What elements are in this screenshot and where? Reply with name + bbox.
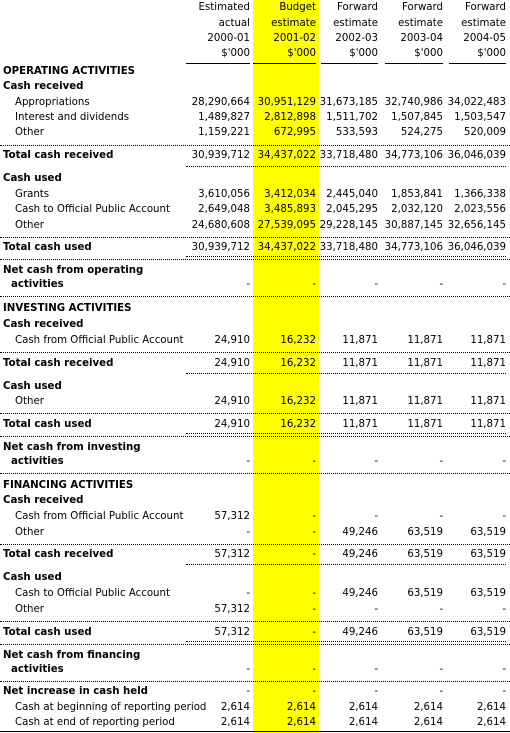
- cell-value: 34,437,022: [257, 242, 316, 253]
- col-header: $'000: [287, 48, 316, 59]
- row-divider: [0, 544, 510, 545]
- cell-value: 3,412,034: [264, 189, 316, 200]
- col-header: $'000: [221, 48, 250, 59]
- cell-value: 63,519: [470, 527, 506, 538]
- cell-value: 2,614: [476, 717, 506, 728]
- cell-value: 33,718,480: [319, 150, 378, 161]
- net-row: [0, 441, 510, 455]
- cell-value: 24,910: [214, 358, 250, 369]
- section-title-financing: FINANCING ACTIVITIES: [3, 480, 134, 491]
- row-label: Other: [15, 396, 44, 407]
- header-rule: [385, 63, 443, 64]
- row-label: activities: [11, 456, 64, 467]
- col-header: 2000-01: [207, 33, 250, 44]
- cell-value: 672,995: [273, 127, 316, 138]
- cell-value: -: [246, 527, 250, 538]
- cell-value: -: [374, 604, 378, 615]
- col-header: Estimated: [198, 2, 250, 13]
- cell-value: 2,445,040: [326, 189, 378, 200]
- cell-value: 2,649,048: [198, 204, 250, 215]
- cell-value: -: [374, 456, 378, 467]
- row-label: Cash at end of reporting period: [15, 717, 175, 728]
- cell-value: 32,740,986: [384, 97, 443, 108]
- cell-value: 36,046,039: [447, 150, 506, 161]
- cell-value: -: [374, 279, 378, 290]
- cell-value: 63,519: [470, 627, 506, 638]
- cell-value: 30,939,712: [191, 150, 250, 161]
- header-rule: [321, 63, 378, 64]
- cell-value: 57,312: [214, 511, 250, 522]
- cell-value: 3,485,893: [264, 204, 316, 215]
- row-divider: [0, 436, 510, 437]
- cell-value: -: [439, 604, 443, 615]
- cell-value: 30,887,145: [384, 220, 443, 231]
- table-row: [0, 395, 510, 409]
- row-label: Net cash from investing: [3, 442, 141, 453]
- cell-value: 2,614: [286, 717, 316, 728]
- row-label: Net increase in cash held: [3, 686, 148, 697]
- row-divider: [0, 259, 510, 260]
- cell-value: 49,246: [342, 527, 378, 538]
- cell-value: 2,614: [476, 702, 506, 713]
- cell-value: 2,614: [220, 702, 250, 713]
- table-row: [0, 188, 510, 202]
- header-rule: [253, 63, 316, 64]
- cell-value: -: [312, 527, 316, 538]
- cell-value: -: [246, 279, 250, 290]
- cell-value: 49,246: [342, 588, 378, 599]
- cell-value: 31,673,185: [319, 97, 378, 108]
- cell-value: 34,022,483: [447, 97, 506, 108]
- section-title-operating: OPERATING ACTIVITIES: [3, 66, 136, 77]
- cell-value: 2,614: [413, 702, 443, 713]
- cell-value: 16,232: [280, 335, 316, 346]
- cell-value: -: [246, 588, 250, 599]
- cell-value: 24,680,608: [191, 220, 250, 231]
- summary-row: [0, 701, 510, 715]
- row-label: Other: [15, 127, 44, 138]
- net-row: [0, 264, 510, 278]
- cell-value: -: [439, 664, 443, 675]
- header-row-3: [0, 32, 510, 46]
- cell-value: -: [439, 456, 443, 467]
- col-header: Forward: [402, 2, 443, 13]
- row-label: Total cash used: [3, 627, 92, 638]
- cell-value: -: [246, 686, 250, 697]
- cell-value: 11,871: [407, 358, 443, 369]
- cell-value: 2,614: [286, 702, 316, 713]
- col-header: 2004-05: [463, 33, 506, 44]
- header-row-4: [0, 47, 510, 61]
- cell-value: 16,232: [280, 396, 316, 407]
- header-row-2: [0, 17, 510, 31]
- row-label: Total cash used: [3, 242, 92, 253]
- net-row: [0, 663, 510, 677]
- total-underline: [186, 433, 506, 434]
- total-row: [0, 626, 510, 640]
- cell-value: 24,910: [214, 419, 250, 430]
- cell-value: 49,246: [342, 627, 378, 638]
- cell-value: 2,614: [348, 702, 378, 713]
- bottom-rule: [0, 731, 510, 732]
- total-underline: [186, 166, 506, 167]
- cell-value: 11,871: [407, 419, 443, 430]
- row-label: Total cash received: [3, 358, 114, 369]
- col-header: 2003-04: [400, 33, 443, 44]
- cell-value: -: [312, 627, 316, 638]
- cell-value: 16,232: [280, 358, 316, 369]
- total-underline: [186, 641, 506, 642]
- cell-value: 36,046,039: [447, 242, 506, 253]
- col-header: Forward: [465, 2, 506, 13]
- cell-value: 2,614: [413, 717, 443, 728]
- row-label: Cash at beginning of reporting period: [15, 702, 207, 713]
- subheading-cash-received: Cash received: [3, 319, 84, 330]
- cell-value: 1,503,547: [454, 112, 506, 123]
- total-underline: [186, 564, 506, 565]
- net-row: [0, 455, 510, 469]
- net-row: [0, 278, 510, 292]
- cell-value: 2,614: [348, 717, 378, 728]
- header-rule: [186, 63, 250, 64]
- cell-value: 27,539,095: [257, 220, 316, 231]
- cell-value: 30,939,712: [191, 242, 250, 253]
- cell-value: -: [374, 511, 378, 522]
- col-header: $'000: [349, 48, 378, 59]
- row-label: Net cash from financing: [3, 650, 141, 661]
- cell-value: 57,312: [214, 549, 250, 560]
- cell-value: 2,812,898: [264, 112, 316, 123]
- cell-value: -: [374, 664, 378, 675]
- cell-value: 2,614: [220, 717, 250, 728]
- cell-value: 2,023,556: [454, 204, 506, 215]
- row-label: activities: [11, 279, 64, 290]
- cell-value: 3,610,056: [198, 189, 250, 200]
- row-label: Total cash received: [3, 150, 114, 161]
- cell-value: -: [312, 456, 316, 467]
- col-header: estimate: [271, 18, 316, 29]
- row-label: Other: [15, 220, 44, 231]
- cell-value: 11,871: [470, 396, 506, 407]
- cell-value: 1,489,827: [198, 112, 250, 123]
- cell-value: 1,159,221: [198, 127, 250, 138]
- header-rule: [449, 63, 506, 64]
- cell-value: 34,773,106: [384, 150, 443, 161]
- row-divider: [0, 413, 510, 414]
- total-underline: [186, 256, 506, 257]
- cell-value: 11,871: [342, 419, 378, 430]
- cell-value: -: [312, 604, 316, 615]
- subheading-cash-used: Cash used: [3, 381, 62, 392]
- row-label: Appropriations: [15, 97, 90, 108]
- cell-value: 28,290,664: [191, 97, 250, 108]
- cell-value: 34,437,022: [257, 150, 316, 161]
- row-label: Net cash from operating: [3, 265, 144, 276]
- cell-value: 1,507,845: [391, 112, 443, 123]
- row-divider: [0, 296, 510, 297]
- row-divider: [0, 145, 510, 146]
- subheading-cash-used: Cash used: [3, 173, 62, 184]
- table-row: [0, 526, 510, 540]
- cell-value: -: [312, 549, 316, 560]
- col-header: 2001-02: [273, 33, 316, 44]
- cell-value: 63,519: [407, 549, 443, 560]
- row-label: activities: [11, 664, 64, 675]
- cell-value: 11,871: [342, 335, 378, 346]
- cell-value: -: [439, 511, 443, 522]
- col-header: Forward: [337, 2, 378, 13]
- cell-value: -: [502, 604, 506, 615]
- cell-value: 34,773,106: [384, 242, 443, 253]
- subheading-cash-received: Cash received: [3, 495, 84, 506]
- cell-value: 2,032,120: [391, 204, 443, 215]
- col-header: $'000: [414, 48, 443, 59]
- cell-value: -: [502, 664, 506, 675]
- col-header: Budget: [279, 2, 316, 13]
- cell-value: 533,593: [335, 127, 378, 138]
- cell-value: 57,312: [214, 604, 250, 615]
- summary-row: [0, 716, 510, 730]
- cell-value: -: [502, 279, 506, 290]
- cell-value: 1,366,338: [454, 189, 506, 200]
- cell-value: 63,519: [470, 588, 506, 599]
- total-underline: [186, 373, 506, 374]
- row-label: Other: [15, 527, 44, 538]
- table-row: [0, 334, 510, 348]
- cell-value: -: [246, 664, 250, 675]
- cell-value: 24,910: [214, 396, 250, 407]
- cell-value: -: [439, 279, 443, 290]
- cell-value: 11,871: [407, 335, 443, 346]
- row-label: Cash from Official Public Account: [15, 511, 184, 522]
- cell-value: 49,246: [342, 549, 378, 560]
- row-label: Cash to Official Public Account: [15, 204, 170, 215]
- table-row: [0, 510, 510, 524]
- table-row: [0, 587, 510, 601]
- cell-value: 11,871: [470, 335, 506, 346]
- cell-value: -: [246, 456, 250, 467]
- table-row: [0, 203, 510, 217]
- total-row: [0, 548, 510, 562]
- cell-value: -: [439, 686, 443, 697]
- cell-value: 63,519: [470, 549, 506, 560]
- cell-value: 63,519: [407, 588, 443, 599]
- cell-value: 1,511,702: [326, 112, 378, 123]
- cell-value: -: [312, 588, 316, 599]
- total-row: [0, 241, 510, 255]
- total-row: [0, 149, 510, 163]
- cell-value: -: [374, 686, 378, 697]
- row-label: Interest and dividends: [15, 112, 130, 123]
- table-row: [0, 96, 510, 110]
- row-divider: [0, 237, 510, 238]
- subheading-cash-used: Cash used: [3, 572, 62, 583]
- cell-value: 63,519: [407, 627, 443, 638]
- col-header: actual: [218, 18, 250, 29]
- cell-value: 520,009: [463, 127, 506, 138]
- table-row: [0, 111, 510, 125]
- row-divider: [0, 644, 510, 645]
- cell-value: -: [502, 511, 506, 522]
- col-header: estimate: [398, 18, 443, 29]
- col-header: estimate: [461, 18, 506, 29]
- cell-value: -: [502, 456, 506, 467]
- col-header: 2002-03: [335, 33, 378, 44]
- table-row: [0, 219, 510, 233]
- section-title-investing: INVESTING ACTIVITIES: [3, 303, 132, 314]
- cell-value: 2,045,295: [326, 204, 378, 215]
- row-label: Total cash used: [3, 419, 92, 430]
- subheading-cash-received: Cash received: [3, 81, 84, 92]
- cell-value: 32,656,145: [447, 220, 506, 231]
- cell-value: -: [312, 279, 316, 290]
- row-divider: [0, 621, 510, 622]
- row-label: Total cash received: [3, 549, 114, 560]
- row-divider: [0, 681, 510, 682]
- cell-value: 24,910: [214, 335, 250, 346]
- row-label: Cash to Official Public Account: [15, 588, 170, 599]
- cell-value: 16,232: [280, 419, 316, 430]
- cell-value: 1,853,841: [391, 189, 443, 200]
- row-label: Other: [15, 604, 44, 615]
- header-row-1: [0, 1, 510, 15]
- summary-row: [0, 685, 510, 699]
- cell-value: 33,718,480: [319, 242, 378, 253]
- table-row: [0, 126, 510, 140]
- cell-value: 11,871: [470, 358, 506, 369]
- table-row: [0, 603, 510, 617]
- total-row: [0, 418, 510, 432]
- cell-value: 63,519: [407, 527, 443, 538]
- cell-value: 11,871: [470, 419, 506, 430]
- cell-value: 11,871: [342, 358, 378, 369]
- row-divider: [0, 352, 510, 353]
- row-label: Cash from Official Public Account: [15, 335, 184, 346]
- cell-value: 11,871: [342, 396, 378, 407]
- cell-value: 11,871: [407, 396, 443, 407]
- cell-value: 524,275: [400, 127, 443, 138]
- row-divider: [0, 473, 510, 474]
- cell-value: -: [312, 664, 316, 675]
- row-label: Grants: [15, 189, 50, 200]
- col-header: estimate: [333, 18, 378, 29]
- cell-value: 29,228,145: [319, 220, 378, 231]
- total-row: [0, 357, 510, 371]
- cell-value: -: [502, 686, 506, 697]
- cell-value: 30,951,129: [257, 97, 316, 108]
- col-header: $'000: [477, 48, 506, 59]
- net-row: [0, 649, 510, 663]
- cell-value: -: [312, 511, 316, 522]
- cell-value: 57,312: [214, 627, 250, 638]
- cell-value: -: [312, 686, 316, 697]
